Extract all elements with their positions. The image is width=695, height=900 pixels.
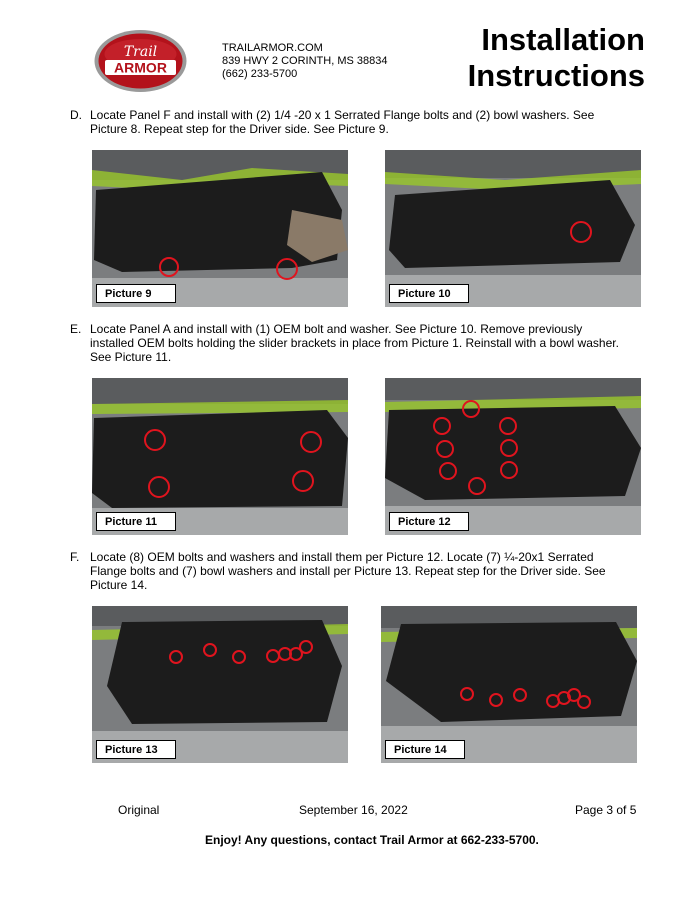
company-contact <box>222 42 387 81</box>
step-text-line: See Picture 11. <box>90 350 172 364</box>
step-text-line: Locate Panel F and install with (2) 1/4 -20 x 1 Serrated Flange bolts and (2) bowl washers. See <box>90 108 595 122</box>
picture-10 <box>385 150 641 307</box>
step-text-line: installed OEM bolts holding the slider brackets in place from Picture 1. Reinstall with a bowl washer. <box>90 336 619 350</box>
company-address: 839 HWY 2 CORINTH, MS 38834 <box>222 55 388 67</box>
picture-caption: Picture 12 <box>389 512 469 531</box>
picture-12 <box>385 378 641 535</box>
step-text-line: Locate Panel A and install with (1) OEM bolt and washer. See Picture 10. Remove previously <box>90 322 583 336</box>
footer-contact-note: Enjoy! Any questions, contact Trail Armor at 662-233-5700. <box>205 833 539 847</box>
step-f <box>70 550 660 594</box>
svg-text:Trail: Trail <box>123 44 158 60</box>
footer-status: Original <box>118 803 160 817</box>
company-website: TRAILARMOR.COM <box>222 42 323 54</box>
step-letter: E. <box>70 322 82 336</box>
step-letter: F. <box>70 550 80 564</box>
company-phone: (662) 233-5700 <box>222 68 298 80</box>
step-text-line: Locate (8) OEM bolts and washers and install them per Picture 12. Locate (7) ¼-20x1 Serrated <box>90 550 594 564</box>
picture-13 <box>92 606 348 763</box>
step-d <box>70 108 660 138</box>
footer-page-number: Page 3 of 5 <box>575 803 637 817</box>
picture-9 <box>92 150 348 307</box>
picture-caption: Picture 11 <box>96 512 176 531</box>
svg-text:ARMOR: ARMOR <box>114 59 167 76</box>
picture-caption: Picture 10 <box>389 284 469 303</box>
step-text-line: Picture 14. <box>90 578 148 592</box>
document-title: Installation Instructions <box>467 22 645 93</box>
step-letter: D. <box>70 108 82 122</box>
step-text-line: Picture 8. Repeat step for the Driver side. See Picture 9. <box>90 122 389 136</box>
picture-14 <box>381 606 637 763</box>
picture-11 <box>92 378 348 535</box>
footer-date: September 16, 2022 <box>299 803 408 817</box>
trail-armor-logo <box>93 28 188 94</box>
picture-caption: Picture 9 <box>96 284 176 303</box>
step-e <box>70 322 660 366</box>
step-text-line: Flange bolts and (7) bowl washers and install per Picture 13. Repeat step for the Driver side. See <box>90 564 606 578</box>
picture-caption: Picture 13 <box>96 740 176 759</box>
picture-caption: Picture 14 <box>385 740 465 759</box>
